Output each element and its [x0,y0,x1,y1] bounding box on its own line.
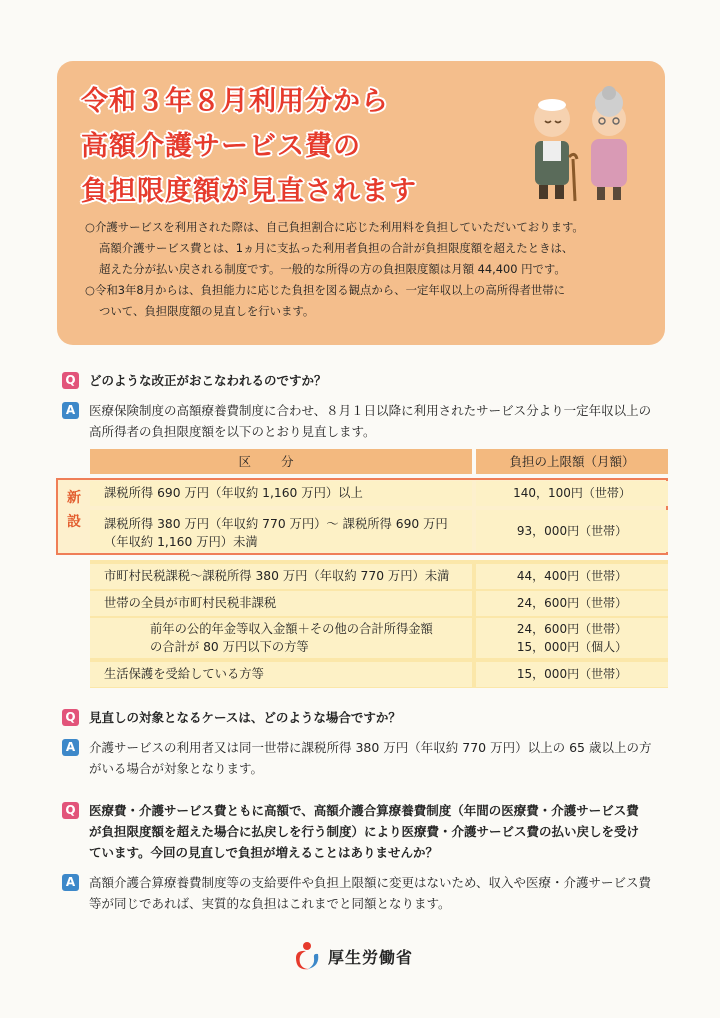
table-row [90,662,668,687]
title-line: 負担限度額が見直されます [81,176,417,207]
row-label: 課税所得 690 万円（年収約 1,160 万円）以上 [90,481,472,506]
new-label-char: 新 [67,490,81,506]
new-label [60,486,88,534]
intro-text [85,217,655,322]
row-label-line: （年収約 1,160 万円）未満 [104,535,258,549]
intro-line: ついて、負担限度額の見直しを行います。 [99,304,315,318]
row-label-line: の合計が 80 万円以下の方等 [150,640,309,654]
q-badge: Q [62,802,79,819]
org-name: 厚生労働省 [328,947,414,967]
a-badge: A [62,402,79,419]
table-row [90,591,668,616]
new-label-char: 設 [67,514,81,530]
table-row [90,618,668,658]
grandmother-icon [591,86,627,200]
intro-line: ○介護サービスを利用された際は、自己負担割合に応じた利用料を負担していただいております。 [85,220,584,234]
question-text: 見直しの対象となるケースは、どのような場合ですか？ [89,710,401,725]
row-value: 93，000円（世帯） [476,510,668,552]
header-category: 区分 [90,449,472,474]
footer-logo [292,940,413,972]
row-label: 世帯の全員が市町村民税非課税 [90,591,472,616]
intro-line: ○令和3年8月からは、負担能力に応じた負担を図る観点から、一定年収以上の高所得者世帯に [85,283,566,297]
row-value: 15，000円（世帯） [476,662,668,687]
row-label [90,510,472,552]
q-badge: Q [62,709,79,726]
elderly-couple-illustration [525,81,647,205]
table-header [90,449,668,474]
intro-line: 高額介護サービス費とは、1ヵ月に支払った利用者負担の合計が負担限度額を超えたときは、 [99,241,574,255]
mhlw-logo-icon [292,940,322,972]
qa-target-cases [62,707,651,779]
row-value: 140，100円（世帯） [476,481,668,506]
title-line: 令和３年８月利用分から [81,86,389,117]
question-line: ています。今回の見直しで負担が増えることはありませんか？ [89,845,439,860]
row-label [90,618,472,658]
row-label: 市町村民税課税～課税所得 380 万円（年収約 770 万円）未満 [90,564,472,589]
row-value: 24，600円（世帯） [476,591,668,616]
answer-line: 医療保険制度の高額療養費制度に合わせ、８月１日以降に利用されたサービス分より一定年収以上の [89,403,652,418]
page-title [81,79,531,214]
answer-line: 等が同じであれば、実質的な負担はこれまでと同額となります。 [89,896,451,911]
row-value: 44，400円（世帯） [476,564,668,589]
qa-revision [62,370,651,442]
qa-combined-system [62,800,651,914]
row-label-line: 課税所得 380 万円（年収約 770 万円）～ 課税所得 690 万円 [104,517,448,531]
a-badge: A [62,874,79,891]
hero-panel [57,61,665,345]
answer-line: 介護サービスの利用者又は同一世帯に課税所得 380 万円（年収約 770 万円）以上の 65 歳以上の方 [89,740,652,755]
answer-line: 高額介護合算療養費制度等の支給要件や負担上限額に変更はないため、収入や医療・介護サービス費 [89,875,652,890]
intro-line: 超えた分が払い戻される制度です。一般的な所得の方の負担限度額は月額 44,400 円です。 [99,262,566,276]
q-badge: Q [62,372,79,389]
row-value [476,618,668,658]
a-badge: A [62,739,79,756]
row-label: 生活保護を受給している方等 [90,662,472,687]
header-limit: 負担の上限額（月額） [476,449,668,474]
title-line: 高額介護サービス費の [81,131,361,162]
answer-line: がいる場合が対象となります。 [89,761,264,776]
question-line: が負担限度額を超えた場合に払戻しを行う制度）により医療費・介護サービス費の払い戻しを受け [89,824,640,839]
row-value-line: 24，600円（世帯） [516,622,628,636]
grandfather-icon [534,99,577,201]
question-text: どのような改正がおこなわれるのですか？ [89,373,327,388]
table-row [90,564,668,589]
table-row [90,481,668,506]
row-value-line: 15，000円（個人） [516,640,628,654]
table-row [90,510,668,552]
answer-line: 高所得者の負担限度額を以下のとおり見直します。 [89,424,376,439]
question-line: 医療費・介護サービス費ともに高額で、高額介護合算療養費制度（年間の医療費・介護サービス費 [89,803,639,818]
row-label-line: 前年の公的年金等収入金額＋その他の合計所得金額 [150,622,433,636]
